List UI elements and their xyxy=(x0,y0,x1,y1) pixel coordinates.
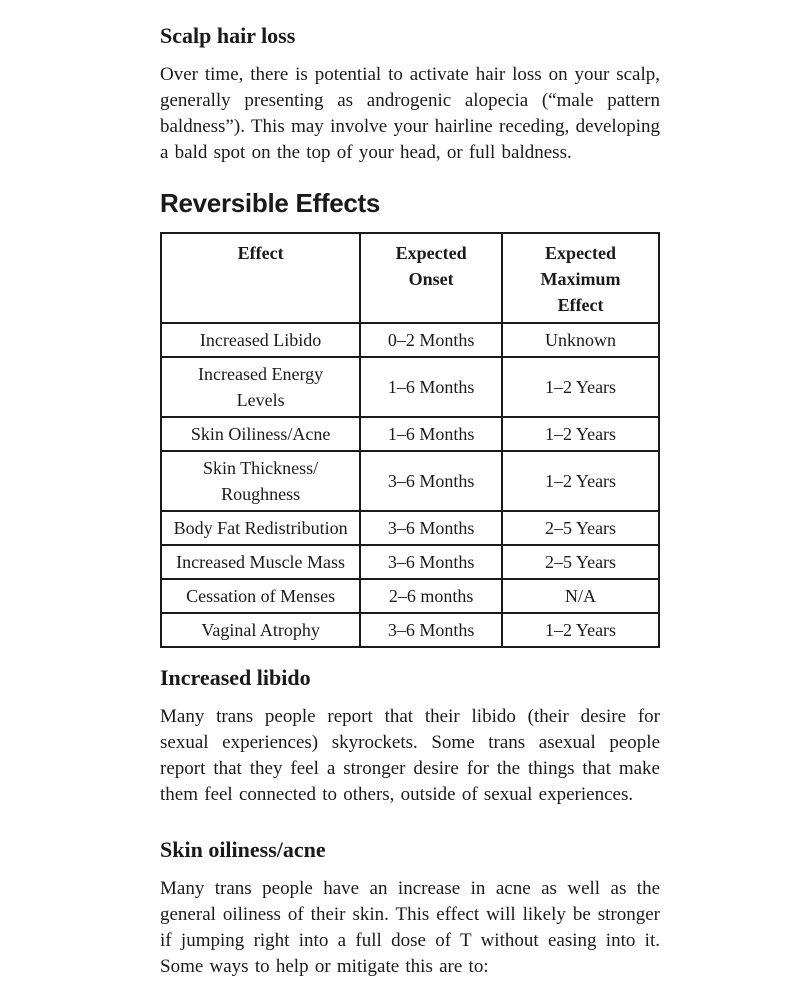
paragraph-skin-oiliness-acne: Many trans people have an increase in acne as well as the general oiliness of their skin. This effect will likely be stronger if jumping right into a full dose of T without easing into it. Some ways to help or mitigate this are to: xyxy=(160,878,660,977)
table-cell-max: 2–5 Years xyxy=(502,511,659,545)
table-cell-effect: Cessation of Menses xyxy=(161,579,360,613)
table-cell-effect: Body Fat Redistribution xyxy=(161,511,360,545)
paragraph-scalp-hair-loss: Over time, there is potential to activate hair loss on your scalp, generally presenting as androgenic alopecia (“male pattern baldness”). This may involve your hairline receding, developing a bald spot on the top of your head, or full baldness. xyxy=(160,64,660,163)
table-row xyxy=(161,613,659,647)
table-cell-max: N/A xyxy=(502,579,659,613)
table-header-row xyxy=(161,233,659,323)
table-cell-effect: Increased Libido xyxy=(161,323,360,357)
table-cell-effect: Increased Muscle Mass xyxy=(161,545,360,579)
heading-skin-oiliness-acne: Skin oiliness/acne xyxy=(160,837,326,862)
table-row xyxy=(161,511,659,545)
table-cell-max: 2–5 Years xyxy=(502,545,659,579)
table-row xyxy=(161,417,659,451)
heading-scalp-hair-loss: Scalp hair loss xyxy=(160,23,296,48)
column-header-expected-onset: Expected Onset xyxy=(360,233,502,323)
reversible-effects-table xyxy=(160,232,660,648)
table-cell-max: 1–2 Years xyxy=(502,451,659,511)
table-cell-onset: 1–6 Months xyxy=(360,417,502,451)
table-cell-max: 1–2 Years xyxy=(502,613,659,647)
table-cell-max: Unknown xyxy=(502,323,659,357)
table-cell-effect: Skin Oiliness/Acne xyxy=(161,417,360,451)
table-row xyxy=(161,323,659,357)
table-cell-onset: 1–6 Months xyxy=(360,357,502,417)
table-row xyxy=(161,451,659,511)
table-row xyxy=(161,579,659,613)
table-cell-onset: 0–2 Months xyxy=(360,323,502,357)
table-cell-effect: Increased Energy Levels xyxy=(161,357,360,417)
table-cell-max: 1–2 Years xyxy=(502,357,659,417)
table-cell-onset: 2–6 months xyxy=(360,579,502,613)
table-cell-effect: Skin Thickness/ Roughness xyxy=(161,451,360,511)
column-header-effect: Effect xyxy=(161,233,360,323)
table-cell-onset: 3–6 Months xyxy=(360,545,502,579)
table-cell-onset: 3–6 Months xyxy=(360,511,502,545)
table-cell-max: 1–2 Years xyxy=(502,417,659,451)
column-header-expected-maximum-effect: Expected Maximum Effect xyxy=(502,233,659,323)
table-cell-onset: 3–6 Months xyxy=(360,613,502,647)
table-cell-onset: 3–6 Months xyxy=(360,451,502,511)
table-row xyxy=(161,357,659,417)
heading-reversible-effects: Reversible Effects xyxy=(160,188,381,218)
heading-increased-libido: Increased libido xyxy=(160,665,311,690)
table-row xyxy=(161,545,659,579)
paragraph-increased-libido: Many trans people report that their libido (their desire for sexual experiences) skyrockets. Some trans asexual people report that they feel a stronger desire for the things that make them feel connected to others, outside of sexual experiences. xyxy=(160,706,660,805)
table-cell-effect: Vaginal Atrophy xyxy=(161,613,360,647)
document-page xyxy=(160,22,660,980)
